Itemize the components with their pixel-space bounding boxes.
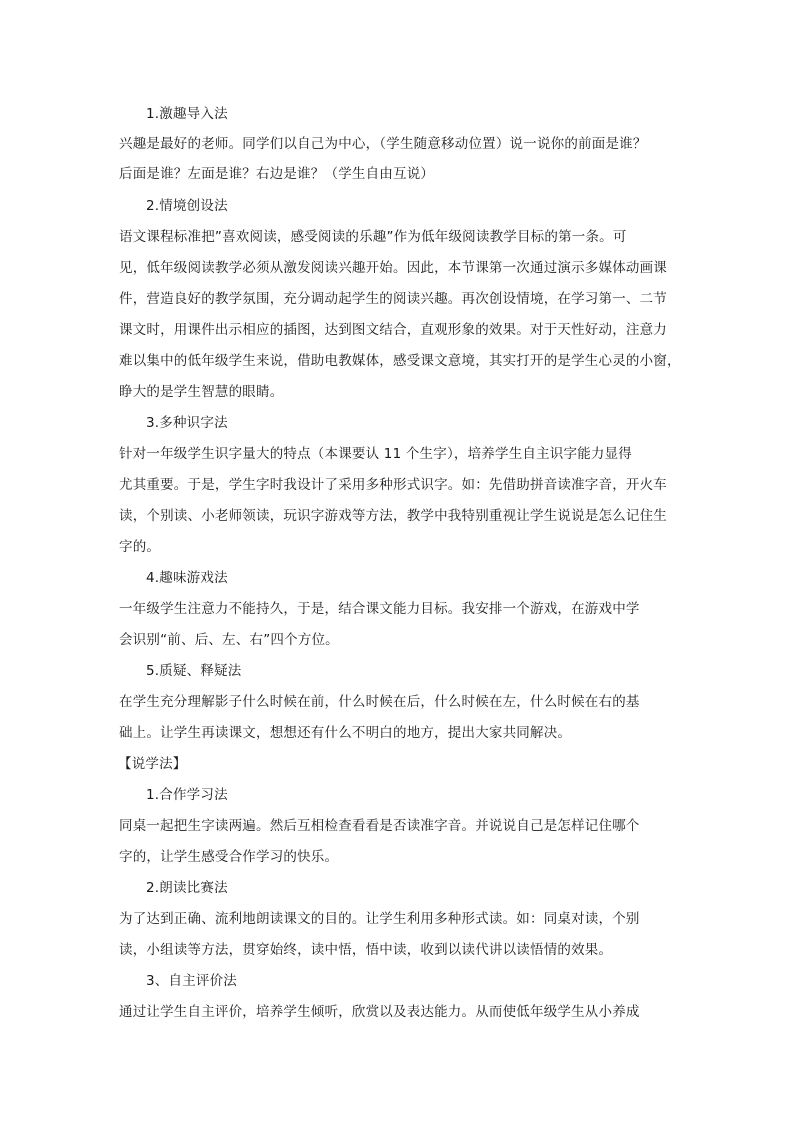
heading-2: 2.情境创设法 [146, 198, 228, 214]
paragraph-line: 睁大的是学生智慧的眼睛。 [119, 384, 284, 400]
heading-3: 3.多种识字法 [146, 415, 228, 431]
paragraph-line: 见，低年级阅读教学必须从激发阅读兴趣开始。因此，本节课第一次通过演示多媒体动画课 [119, 260, 667, 276]
heading-1: 1.合作学习法 [146, 787, 228, 803]
paragraph-line: 难以集中的低年级学生来说，借助电教媒体，感受课文意境，其实打开的是学生心灵的小窗， [119, 353, 681, 369]
paragraph-line: 同桌一起把生字读两遍。然后互相检查看看是否读准字音。并说说自己是怎样记住哪个 [119, 818, 640, 834]
paragraph-line: 一年级学生注意力不能持久，于是，结合课文能力目标。我安排一个游戏，在游戏中学 [119, 601, 640, 617]
section-heading: 【说学法】 [118, 756, 187, 772]
paragraph-line: 字的。 [119, 539, 161, 555]
paragraph-line: 在学生充分理解影子什么时候在前，什么时候在后，什么时候在左，什么时候在右的基 [119, 694, 640, 710]
paragraph-line: 通过让学生自主评价，培养学生倾听，欣赏以及表达能力。从而使低年级学生从小养成 [119, 1004, 640, 1020]
heading-3: 3、自主评价法 [146, 973, 237, 989]
heading-5: 5.质疑、释疑法 [146, 663, 242, 679]
paragraph-line: 针对一年级学生识字量大的特点（本课要认 11 个生字），培养学生自主识字能力显得 [119, 446, 633, 462]
heading-1: 1.激趣导入法 [146, 106, 228, 122]
paragraph-line: 兴趣是最好的老师。同学们以自己为中心，（学生随意移动位置）说一说你的前面是谁？ [119, 136, 647, 152]
heading-4: 4.趣味游戏法 [146, 570, 228, 586]
paragraph-line: 读，小组读等方法，贯穿始终，读中悟，悟中读，收到以读代讲以读悟情的效果。 [119, 942, 613, 958]
paragraph-line: 语文课程标准把”喜欢阅读，感受阅读的乐趣”作为低年级阅读教学目标的第一条。可 [119, 229, 627, 245]
paragraph-line: 础上。让学生再读课文，想想还有什么不明白的地方，提出大家共同解决。 [119, 725, 572, 741]
paragraph-line: 会识别“前、后、左、右”四个方位。 [119, 632, 339, 648]
paragraph-line: 尤其重要。于是，学生字时我设计了采用多种形式识字。如：先借助拼音读准字音，开火车 [119, 477, 667, 493]
paragraph-line: 字的，让学生感受合作学习的快乐。 [119, 849, 339, 865]
paragraph-line: 课文时，用课件出示相应的插图，达到图文结合，直观形象的效果。对于天性好动，注意力 [119, 322, 667, 338]
paragraph-line: 读，个别读、小老师领读，玩识字游戏等方法，教学中我特别重视让学生说说是怎么记住生 [119, 508, 667, 524]
paragraph-line: 后面是谁？左面是谁？右边是谁？（学生自由互说） [119, 166, 435, 182]
paragraph-line: 为了达到正确、流利地朗读课文的目的。让学生利用多种形式读。如：同桌对读，个别 [119, 911, 640, 927]
paragraph-line: 件，营造良好的教学氛围，充分调动起学生的阅读兴趣。再次创设情境，在学习第一、二节 [119, 291, 667, 307]
heading-2: 2.朗读比赛法 [146, 880, 228, 896]
